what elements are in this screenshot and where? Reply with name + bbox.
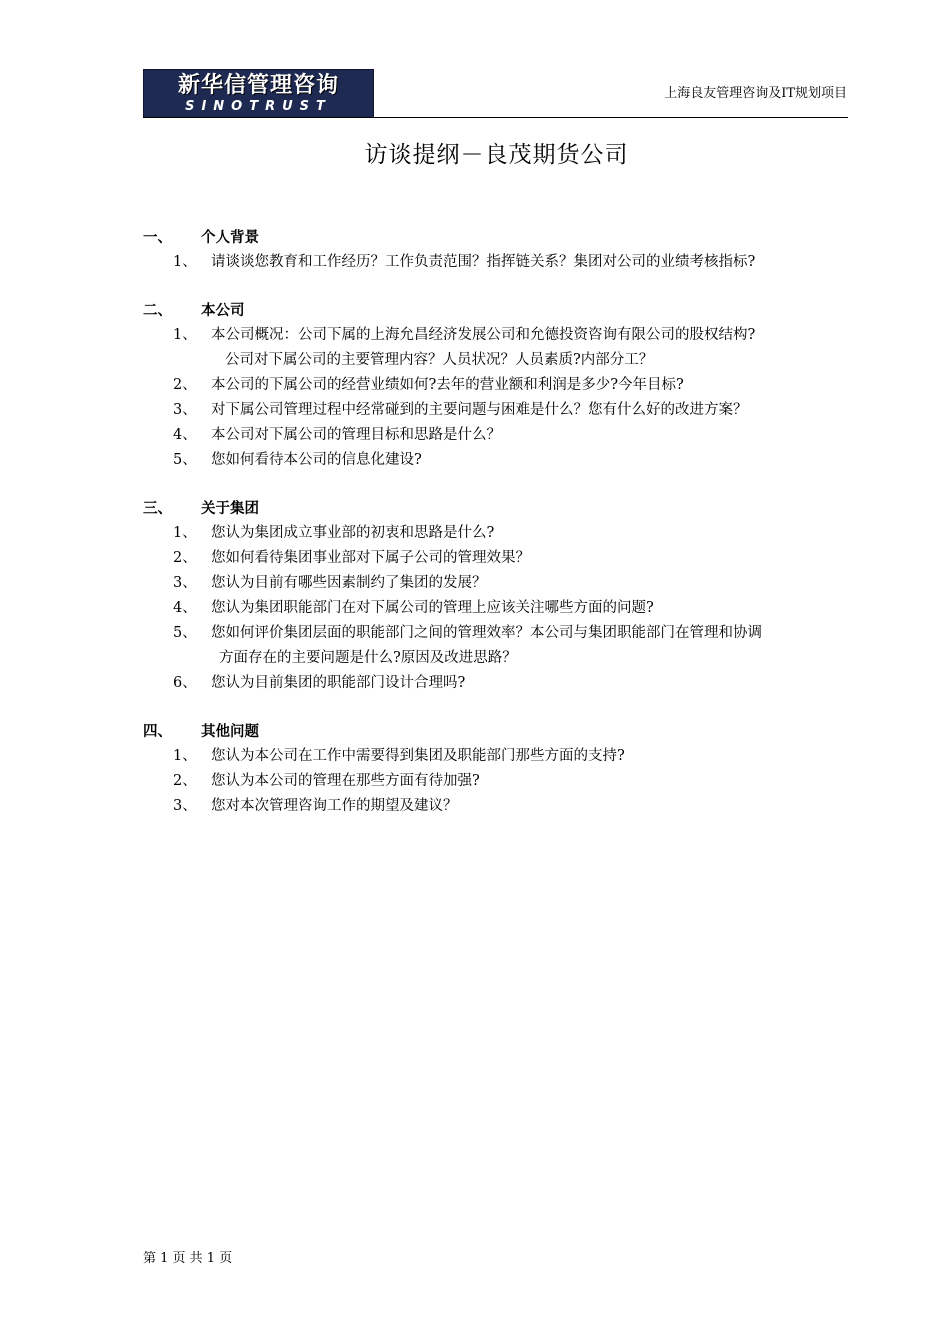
item-text: 您认为本公司在工作中需要得到集团及职能部门那些方面的支持? [211,748,625,764]
list-item [143,398,863,423]
item-text: 本公司对下属公司的管理目标和思路是什么？ [211,427,501,443]
item-number: 4、 [173,600,197,616]
item-text: 您认为本公司的管理在那些方面有待加强? [211,773,480,789]
item-number: 1、 [173,327,197,343]
item-text: 您认为目前集团的职能部门设计合理吗? [211,675,466,691]
item-number: 2、 [173,550,197,566]
logo-chinese-text: 新华信管理咨询 [177,73,339,98]
list-item [143,596,863,621]
section-heading [143,497,863,521]
item-number: 3、 [173,575,197,591]
list-item [143,373,863,398]
section-title: 其他问题 [201,724,259,740]
list-item [143,571,863,596]
list-item [143,671,863,696]
item-text: 您如何评价集团层面的职能部门之间的管理效率？本公司与集团职能部门在管理和协调 [211,625,762,641]
section-heading [143,299,863,323]
section-title: 本公司 [201,303,245,319]
sinotrust-logo [143,69,374,118]
section-company [143,299,863,473]
list-item [143,769,863,794]
item-number: 5、 [173,625,197,641]
project-name: 上海良友管理咨询及IT规划项目 [664,86,847,101]
list-item [143,621,848,646]
section-title: 关于集团 [201,501,259,517]
section-title: 个人背景 [201,230,259,246]
list-item [143,448,863,473]
item-text: 您认为目前有哪些因素制约了集团的发展？ [211,575,487,591]
item-number: 1、 [173,254,197,270]
item-number: 1、 [173,748,197,764]
item-number: 6、 [173,675,197,691]
list-item [143,250,863,275]
item-number: 4、 [173,427,197,443]
item-number: 3、 [173,402,197,418]
list-item [143,546,863,571]
section-heading [143,720,863,744]
item-text: 您对本次管理咨询工作的期望及建议？ [211,798,458,814]
document-body [143,226,863,843]
list-item [143,323,863,348]
section-personal-background [143,226,863,275]
list-item [143,794,863,819]
item-text: 您如何看待集团事业部对下属子公司的管理效果？ [211,550,530,566]
item-text: 您认为集团职能部门在对下属公司的管理上应该关注哪些方面的问题? [211,600,654,616]
item-number: 2、 [173,377,197,393]
section-about-group [143,497,863,696]
header-divider [143,117,848,118]
section-number: 三、 [143,501,172,517]
list-item [143,521,863,546]
section-number: 一、 [143,230,172,246]
item-number: 2、 [173,773,197,789]
document-title: 访谈提纲－良茂期货公司 [364,142,629,168]
item-text: 对下属公司管理过程中经常碰到的主要问题与困难是什么？您有什么好的改进方案？ [211,402,748,418]
section-number: 二、 [143,303,172,319]
item-text: 本公司概况：公司下属的上海允昌经济发展公司和允德投资咨询有限公司的股权结构? [211,327,756,343]
item-number: 3、 [173,798,197,814]
item-text: 您认为集团成立事业部的初衷和思路是什么? [211,525,495,541]
logo-english-text: SINOTRUST [185,99,332,114]
section-heading [143,226,863,250]
item-text: 请谈谈您教育和工作经历？工作负责范围？指挥链关系？集团对公司的业绩考核指标? [211,254,756,270]
section-number: 四、 [143,724,172,740]
item-number: 1、 [173,525,197,541]
item-continuation: 方面存在的主要问题是什么?原因及改进思路？ [219,650,517,666]
item-text: 本公司的下属公司的经营业绩如何?去年的营业额和利润是多少?今年目标? [211,377,684,393]
list-item [143,423,863,448]
section-other-questions [143,720,863,819]
item-number: 5、 [173,452,197,468]
list-item [143,744,863,769]
item-continuation: 公司对下属公司的主要管理内容？人员状况？人员素质?内部分工？ [225,352,654,368]
page-footer: 第 1 页 共 1 页 [143,1251,233,1266]
item-text: 您如何看待本公司的信息化建设? [211,452,422,468]
